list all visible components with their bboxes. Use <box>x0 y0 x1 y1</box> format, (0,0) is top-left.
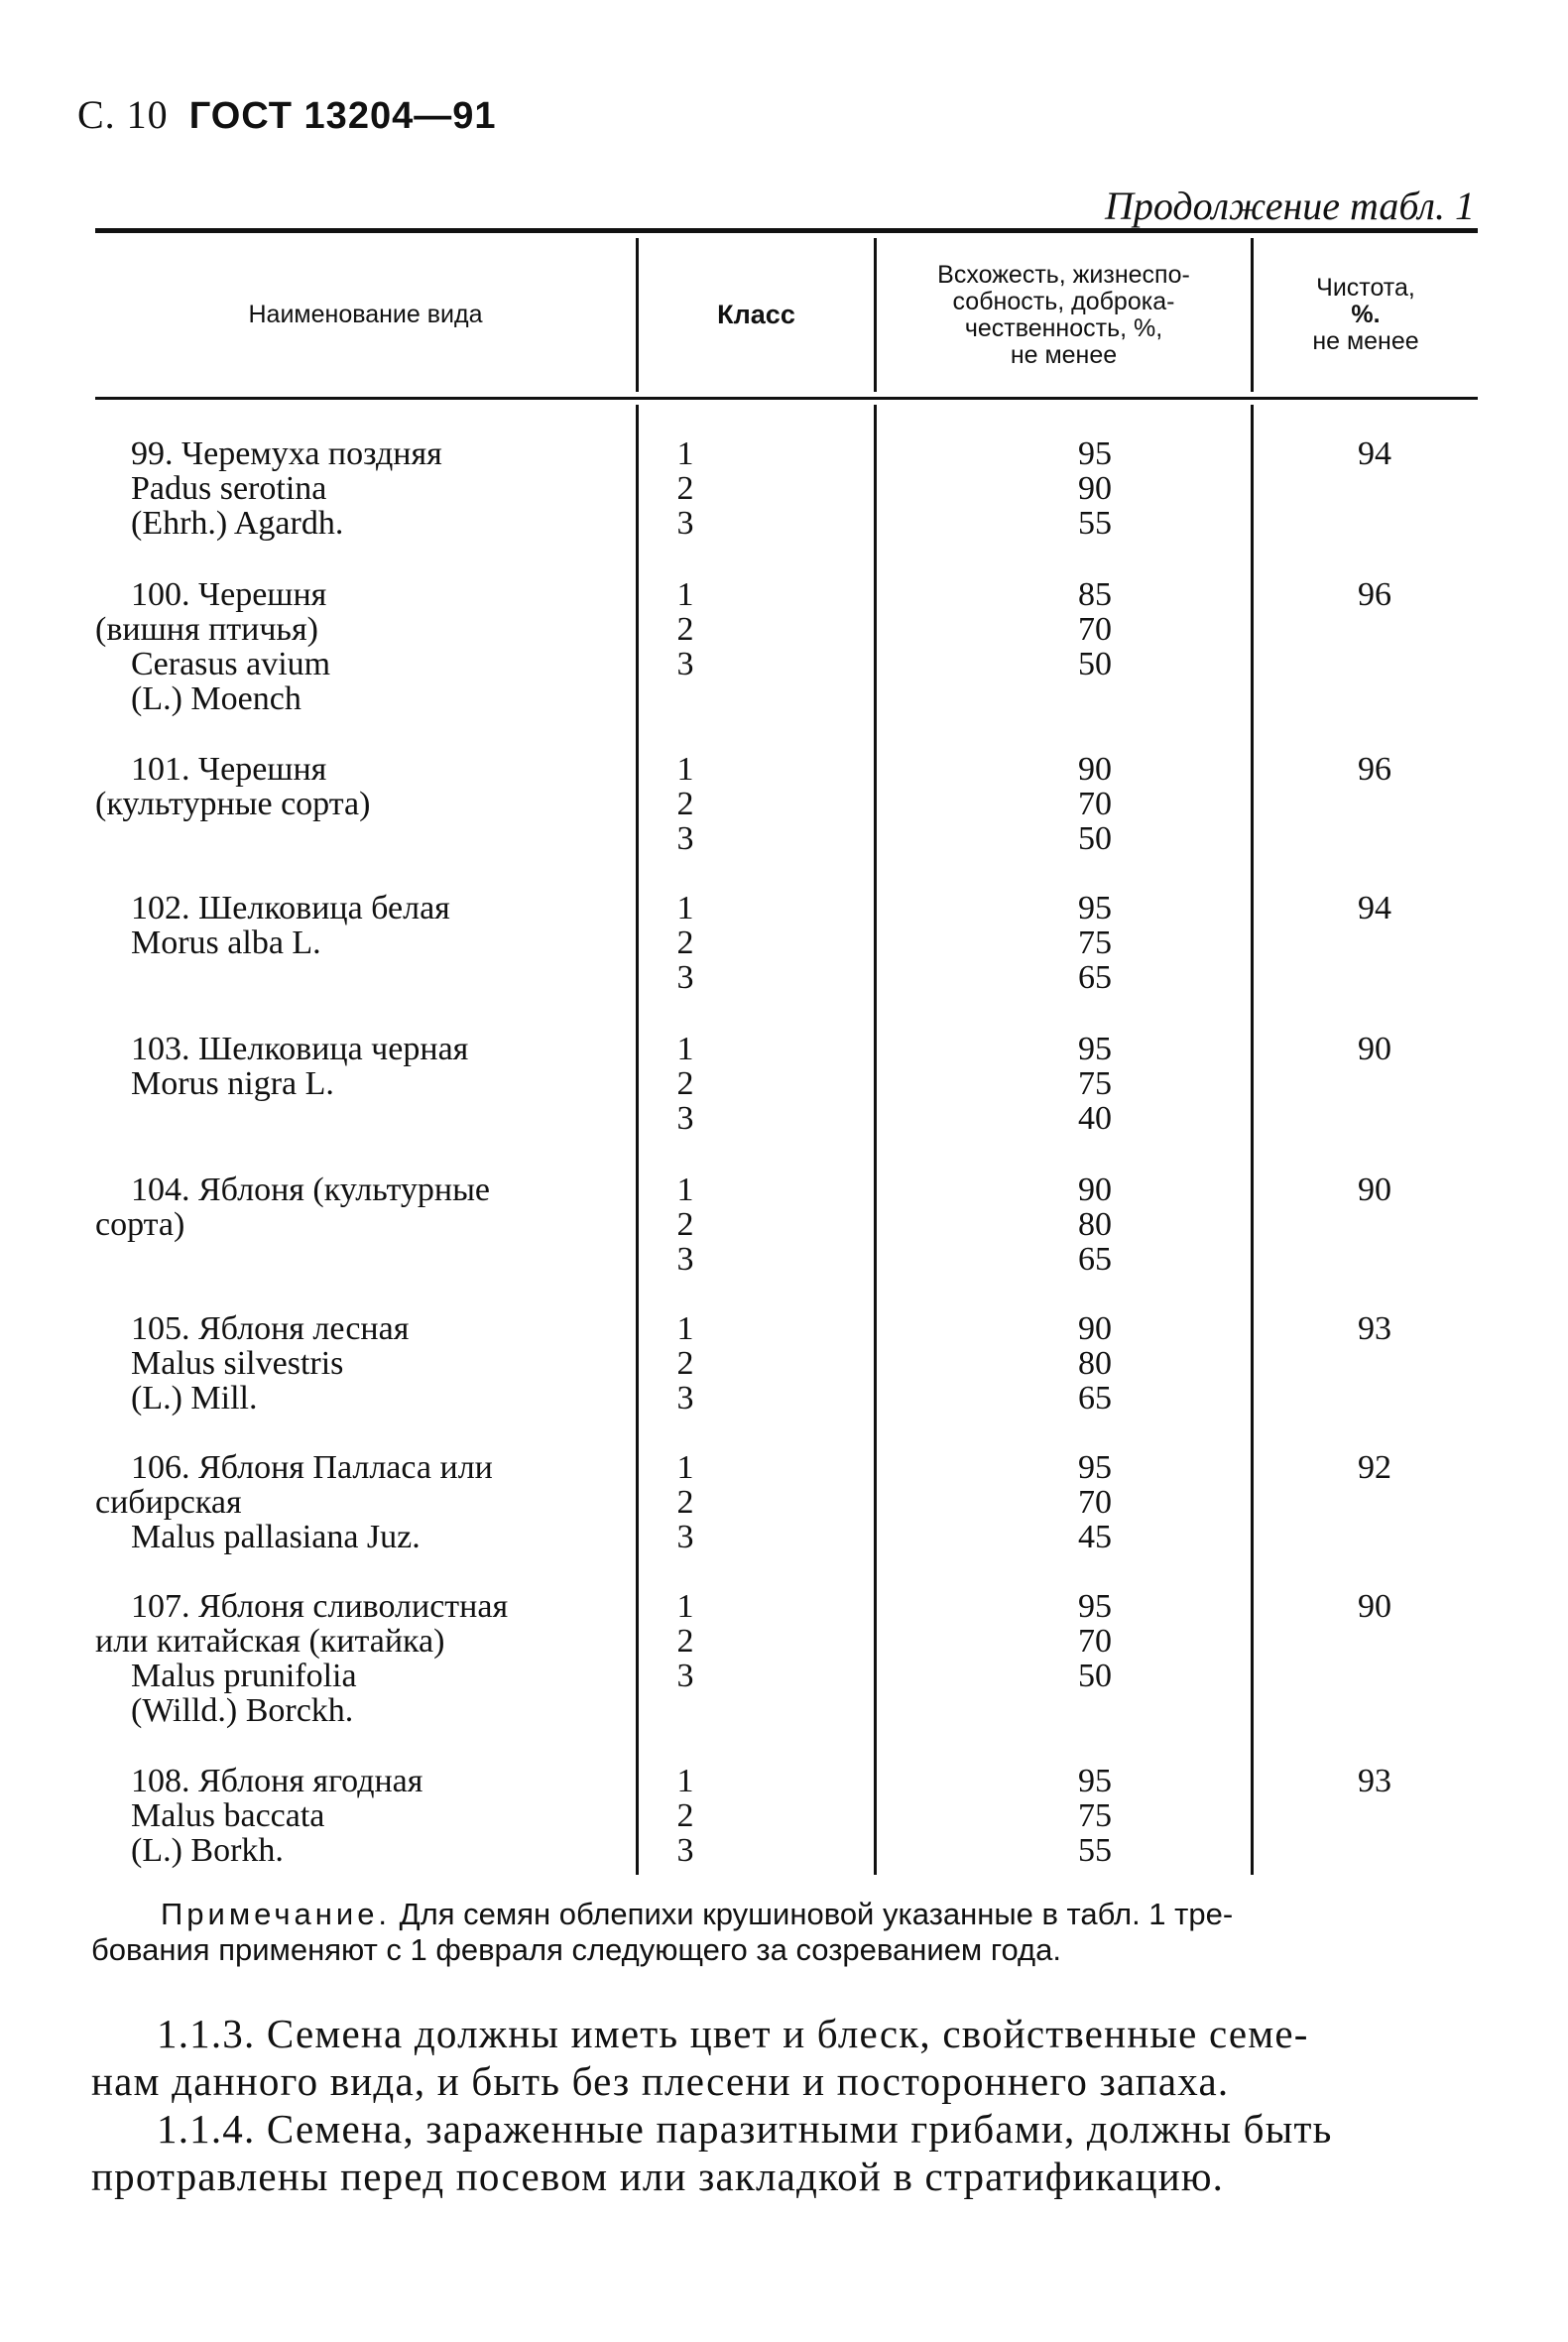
germination-values: 95 75 65 <box>1078 890 1112 996</box>
class-values: 1 2 3 <box>676 1763 694 1869</box>
purity-value: 93 <box>1358 1310 1391 1347</box>
species-name: 102. Шелковица белая Morus alba L. <box>131 890 450 961</box>
germination-values: 85 70 50 <box>1078 576 1112 682</box>
column-divider <box>636 405 639 1875</box>
germination-values: 90 80 65 <box>1078 1171 1112 1278</box>
purity-value: 93 <box>1358 1763 1391 1799</box>
class-values: 1 2 3 <box>676 576 694 682</box>
column-header-name: Наименование вида <box>248 301 483 328</box>
class-values: 1 2 3 <box>676 751 694 857</box>
class-values: 1 2 3 <box>676 1588 694 1694</box>
species-name: 104. Яблоня (культурные сорта) <box>95 1171 491 1243</box>
germination-values: 95 90 55 <box>1078 435 1112 542</box>
column-divider <box>1251 405 1254 1875</box>
germination-values: 95 75 40 <box>1078 1031 1112 1137</box>
note-text: Для семян облепихи крушиновой указанные в табл. 1 тре- <box>399 1897 1234 1931</box>
header-bottom-rule <box>95 397 1478 400</box>
species-name: 100. Черешня (вишня птичья) Cerasus avium (L.) Moench <box>95 576 331 717</box>
class-values: 1 2 3 <box>676 435 694 542</box>
table-note <box>91 1897 1480 1968</box>
class-values: 1 2 3 <box>676 890 694 996</box>
species-name: 103. Шелковица черная Morus nigra L. <box>131 1031 469 1102</box>
class-values: 1 2 3 <box>676 1449 694 1555</box>
germination-values: 90 70 50 <box>1078 751 1112 857</box>
table-continuation-label: Продолжение табл. 1 <box>1104 184 1475 228</box>
purity-value: 90 <box>1358 1031 1391 1067</box>
species-name: 106. Яблоня Палласа или сибирская Malus pallasiana Juz. <box>95 1449 493 1555</box>
purity-value: 92 <box>1358 1449 1391 1486</box>
species-name: 105. Яблоня лесная Malus silvestris (L.) Mill. <box>131 1310 410 1417</box>
column-divider <box>874 405 877 1875</box>
page-number: С. 10 <box>77 92 169 137</box>
table-top-rule <box>95 228 1478 233</box>
seed-requirements-table <box>95 228 1478 1885</box>
column-header-class: Класс <box>717 300 795 329</box>
species-name: 101. Черешня (культурные сорта) <box>95 751 371 822</box>
purity-value: 90 <box>1358 1588 1391 1625</box>
note-text: бования применяют с 1 февраля следующего за созреванием года. <box>91 1932 1061 1967</box>
germination-values: 90 80 65 <box>1078 1310 1112 1417</box>
class-values: 1 2 3 <box>676 1031 694 1137</box>
germination-values: 95 75 55 <box>1078 1763 1112 1869</box>
purity-value: 96 <box>1358 751 1391 788</box>
column-header-purity: Чистота, %. не менее <box>1312 274 1419 355</box>
purity-value: 90 <box>1358 1171 1391 1208</box>
germination-values: 95 70 45 <box>1078 1449 1112 1555</box>
paragraph-1-1-4: 1.1.4. Семена, зараженные паразитными грибами, должны быть протравлены перед посевом или закладкой в стратификацию. <box>91 2106 1333 2199</box>
running-head <box>77 91 497 138</box>
standard-code: ГОСТ 13204—91 <box>188 95 497 137</box>
purity-value: 94 <box>1358 890 1391 926</box>
class-values: 1 2 3 <box>676 1310 694 1417</box>
species-name: 99. Черемуха поздняя Padus serotina (Ehrh.) Agardh. <box>131 435 442 542</box>
paragraph-1-1-3: 1.1.3. Семена должны иметь цвет и блеск, свойственные семе- нам данного вида, и быть без плесени и постороннего запаха. <box>91 2011 1309 2104</box>
species-name: 107. Яблоня сливолистная или китайская (китайка) Malus prunifolia (Willd.) Borckh. <box>95 1588 509 1729</box>
germination-values: 95 70 50 <box>1078 1588 1112 1694</box>
column-header-germination: Всхожесть, жизнеспо- собность, доброка- чественность, %, не менее <box>937 260 1190 369</box>
purity-value: 94 <box>1358 435 1391 472</box>
species-name: 108. Яблоня ягодная Malus baccata (L.) Borkh. <box>131 1763 423 1869</box>
class-values: 1 2 3 <box>676 1171 694 1278</box>
purity-value: 96 <box>1358 576 1391 613</box>
note-label: Примечание. <box>161 1897 392 1931</box>
